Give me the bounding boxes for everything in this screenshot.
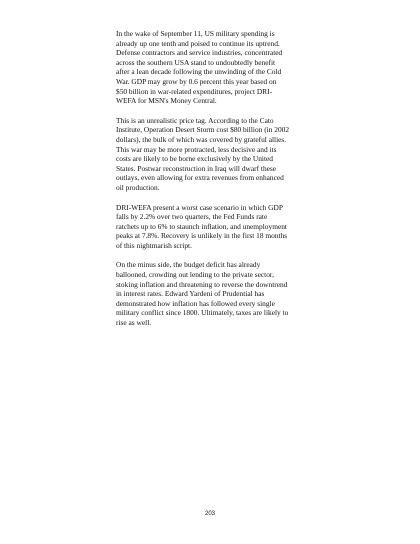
text-line: peaks at 7.8%. Recovery is unlikely in the first 18 months bbox=[116, 231, 288, 241]
text-line: costs are likely to be borne exclusively by the United bbox=[116, 154, 274, 164]
paragraph-1 bbox=[116, 29, 312, 106]
text-line: already up one tenth and poised to continue its uptrend. bbox=[116, 38, 280, 48]
text-line: ballooned, crowding out lending to the private sector, bbox=[116, 270, 274, 280]
text-line: military conflict since 1800. Ultimately, taxes are likely to bbox=[116, 308, 289, 318]
text-line: demonstrated how inflation has followed every single bbox=[116, 298, 275, 308]
text-line: in interest rates. Edward Yardeni of Prudential has bbox=[116, 289, 265, 299]
text-line: War. GDP may grow by 0.6 percent this year based on bbox=[116, 76, 277, 86]
text-line: oil production. bbox=[116, 182, 160, 192]
text-line: of this nightmarish script. bbox=[116, 240, 192, 250]
body-text bbox=[116, 29, 312, 338]
text-line: WEFA for MSN's Money Central. bbox=[116, 96, 217, 106]
text-line: States. Postwar reconstruction in Iraq will dwarf these bbox=[116, 163, 277, 173]
text-line: DRI-WEFA present a worst case scenario in which GDP bbox=[116, 202, 283, 212]
page-number: 203 bbox=[204, 511, 215, 517]
text-line: ratchets up to 6% to staunch inflation, and unemployment bbox=[116, 221, 287, 231]
text-line: after a lean decade following the unwinding of the Cold bbox=[116, 67, 282, 77]
text-line: In the wake of September 11, US military spending is bbox=[116, 29, 275, 38]
text-line: dollars), the bulk of which was covered by grateful allies. bbox=[116, 134, 287, 144]
text-line: falls by 2.2% over two quarters, the Fed Funds rate bbox=[116, 212, 268, 222]
text-line: $50 billion in war-related expenditures, project DRI- bbox=[116, 86, 273, 96]
paragraph-4 bbox=[116, 260, 312, 327]
text-line: stoking inflation and threatening to reverse the downtrend bbox=[116, 279, 288, 289]
text-line: across the southern USA stand to undoubtedly benefit bbox=[116, 57, 276, 67]
text-line: This is an unrealistic price tag. According to the Cato bbox=[116, 115, 274, 125]
text-line: This war may be more protracted, less decisive and its bbox=[116, 144, 277, 154]
text-line: outlays, even allowing for extra revenues from enhanced bbox=[116, 173, 284, 183]
text-line: Institute, Operation Desert Storm cost $80 billion (in 2002 bbox=[116, 125, 290, 135]
paragraph-3 bbox=[116, 203, 312, 251]
paragraph-2 bbox=[116, 116, 312, 193]
text-line: Defense contractors and service industries, concentrated bbox=[116, 48, 283, 58]
text-line: On the minus side, the budget deficit has already bbox=[116, 260, 261, 270]
text-line: rise as well. bbox=[116, 318, 152, 328]
